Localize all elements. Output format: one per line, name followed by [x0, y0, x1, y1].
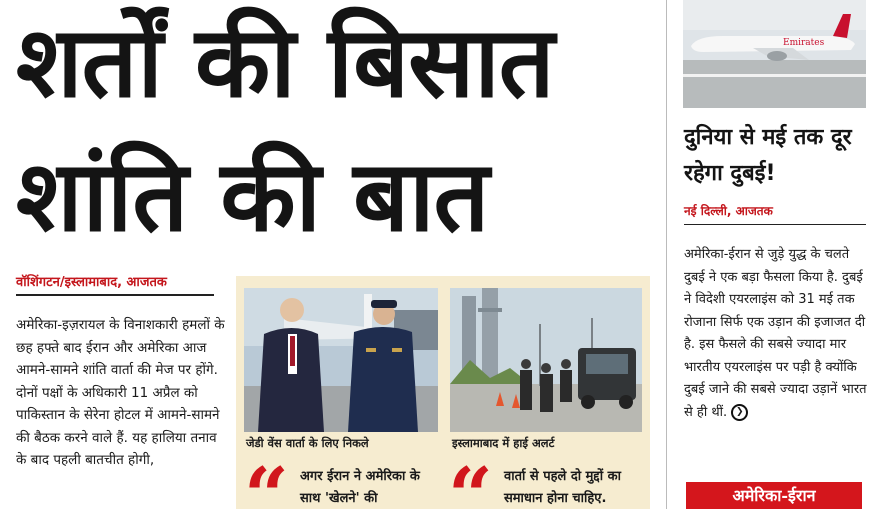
headline-line-2: शांति की बात: [16, 140, 489, 254]
side-headline: दुनिया से मई तक दूर रहेगा दुबई!: [684, 125, 852, 186]
quote-mark-icon: “: [448, 451, 493, 509]
pull-quote-2: वार्ता से पहले दो मुद्दों का समाधान होना चाहिए.: [504, 469, 621, 506]
side-body-content: अमेरिका-ईरान से जुड़े युद्ध के चलते दुबई ने एक बड़ा फैसला किया है. दुबई ने विदेशी एयरलाइंस को 31 मई तक रोजाना सिर्फ एक उड़ान की इजाजत दी है. इस फैसले की सबसे ज्यादा मार भारतीय एयरलाइंस पर पड़ी है क्योंकि दुबई जाने की सबसे ज्यादा उड़ानें भारत से ही थीं.: [684, 247, 867, 420]
arrow-circle-icon[interactable]: ❯: [731, 404, 748, 421]
airplane-photo: [683, 0, 866, 108]
photo-caption-2: इस्लामाबाद में हाई अलर्ट: [452, 436, 555, 450]
pull-quote-1: अगर ईरान ने अमेरिका के साथ 'खेलने' की: [300, 469, 420, 506]
airline-livery: Emirates: [783, 38, 825, 48]
column-divider: [666, 0, 667, 509]
side-dateline: नई दिल्ली, आजतक: [684, 204, 773, 218]
dateline-rule: [16, 294, 214, 296]
quote-mark-icon: “: [244, 451, 289, 509]
headline-line-1: शर्तों की बिसात: [16, 6, 554, 120]
main-body-text: अमेरिका-इज़रायल के विनाशकारी हमलों के छह हफ्ते बाद ईरान और अमेरिका आज आमने-सामने शांति वार्ता की मेज पर होंगे. दोनों पक्षों के अधिकारी 11 अप्रैल को पाकिस्तान के सेरेना होटल में आमने-सामने की बैठक करने वाले हैं. यह हालिया तनाव के बाद पहली बातचीत होगी,: [16, 317, 225, 468]
photo-security-checkpoint: [450, 288, 642, 432]
side-body-text: [684, 244, 868, 424]
side-dateline-rule: [684, 224, 866, 225]
photo-two-officials: [244, 288, 438, 432]
photo-panel: [236, 276, 650, 509]
section-tag[interactable]: अमेरिका-ईरान: [686, 482, 862, 509]
photo-caption-1: जेडी वेंस वार्ता के लिए निकले: [246, 436, 369, 450]
main-dateline: वॉशिंगटन/इस्लामाबाद, आजतक: [16, 275, 167, 290]
